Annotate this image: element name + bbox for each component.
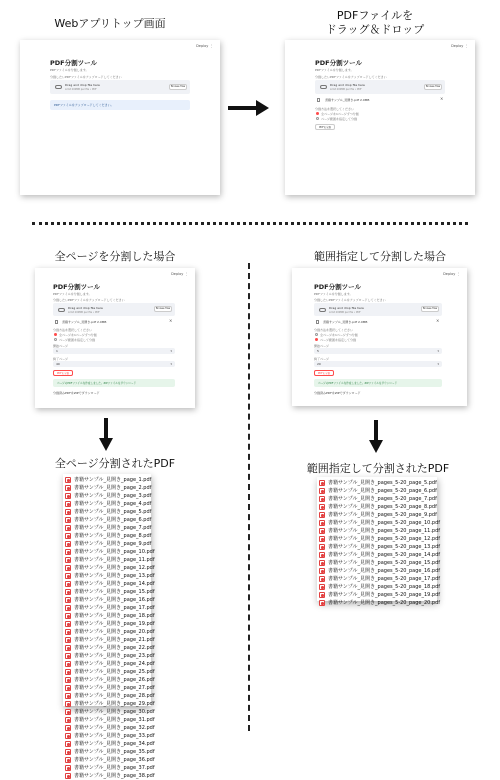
file-row[interactable]	[63, 620, 155, 628]
uploaded-file-name: 書籍サンプル_見開き.pdf 2.0MB	[323, 320, 368, 324]
end-page-select[interactable]: 20 ▾	[314, 361, 442, 367]
file-dropzone[interactable]	[315, 80, 445, 94]
all-pages-file-list	[63, 474, 155, 779]
pdf-file-icon	[65, 757, 71, 763]
zip-download-button[interactable]: 分割済みPDFをZIPでダウンロード	[314, 391, 361, 395]
file-row[interactable]	[63, 572, 155, 580]
pdf-file-icon	[65, 661, 71, 667]
file-name: 書籍サンプル_見開き_page_3.pdf	[74, 493, 152, 499]
file-row[interactable]	[63, 612, 155, 620]
file-dropzone[interactable]	[314, 303, 442, 316]
remove-file-icon[interactable]: ×	[436, 318, 440, 323]
file-dropzone[interactable]	[53, 303, 175, 316]
file-row[interactable]	[317, 511, 437, 519]
file-row[interactable]	[63, 756, 155, 764]
file-row[interactable]	[317, 519, 441, 527]
file-row[interactable]	[63, 484, 151, 492]
file-name: 書籍サンプル_見開き_page_12.pdf	[74, 565, 155, 571]
pdf-file-icon	[65, 773, 71, 779]
pdf-file-icon	[65, 645, 71, 651]
file-row[interactable]	[63, 748, 155, 756]
app-title: PDF分割ツール	[50, 59, 97, 67]
file-row[interactable]	[63, 764, 155, 772]
radio-split-all-label: 全ページを1ページずつ分割	[321, 112, 359, 116]
pdf-file-icon	[65, 693, 71, 699]
chevron-down-icon: ▾	[170, 362, 172, 366]
pdf-file-icon	[319, 520, 325, 526]
pdf-file-icon	[319, 560, 325, 566]
file-row[interactable]	[63, 524, 151, 532]
pdf-file-icon	[65, 493, 71, 499]
drop-limit: Limit 200MB per file • PDF	[330, 88, 362, 91]
upload-label: 分割したいPDFファイルをアップロードしてください	[53, 298, 125, 302]
deploy-label: Deploy ⋮	[196, 44, 213, 48]
pdf-file-icon	[65, 709, 71, 715]
radio-split-all-label: 全ページを1ページずつ分割	[59, 333, 97, 337]
pdf-file-icon	[65, 717, 71, 723]
screenshot-web-app-top	[20, 40, 220, 195]
file-row[interactable]	[63, 628, 155, 636]
file-name: 書籍サンプル_見開き_page_1.pdf	[74, 477, 152, 483]
file-name: 書籍サンプル_見開き_page_35.pdf	[74, 749, 155, 755]
app-title: PDF分割ツール	[315, 59, 362, 67]
success-alert: ページのPDFファイルを作成しました。ZIPファイルをダウンロード	[53, 379, 175, 387]
radio-split-range[interactable]	[316, 117, 319, 120]
pdf-file-icon	[65, 701, 71, 707]
pdf-file-icon	[65, 477, 71, 483]
chevron-down-icon: ▾	[437, 349, 439, 353]
radio-split-range-label: ページ範囲を指定して分割	[320, 338, 356, 342]
pdf-file-icon	[65, 597, 71, 603]
file-name: 書籍サンプル_見開き_page_22.pdf	[74, 645, 155, 651]
arrow-right-icon	[228, 98, 270, 118]
file-row[interactable]	[63, 476, 151, 484]
file-name: 書籍サンプル_見開き_page_36.pdf	[74, 757, 155, 763]
start-page-select[interactable]: 1 ▾	[53, 348, 175, 354]
drop-text: Drag and drop file here	[65, 83, 100, 87]
pdf-file-icon	[319, 552, 325, 558]
file-name: 書籍サンプル_見開き_pages_5-20_page_8.pdf	[328, 504, 437, 510]
file-name: 書籍サンプル_見開き_page_32.pdf	[74, 725, 155, 731]
file-name: 書籍サンプル_見開き_page_37.pdf	[74, 765, 155, 771]
pdf-file-icon	[65, 749, 71, 755]
file-name: 書籍サンプル_見開き_page_33.pdf	[74, 733, 155, 739]
app-title: PDF分割ツール	[53, 283, 100, 291]
chevron-down-icon: ▾	[170, 349, 172, 353]
pdf-file-icon	[319, 496, 325, 502]
file-row[interactable]	[63, 652, 155, 660]
caption-split-range: 範囲指定して分割した場合	[314, 250, 446, 263]
pdf-file-icon	[319, 600, 325, 606]
file-row[interactable]	[63, 772, 155, 780]
file-name: 書籍サンプル_見開き_pages_5-20_page_19.pdf	[328, 592, 441, 598]
file-row[interactable]	[63, 492, 151, 500]
file-name: 書籍サンプル_見開き_page_4.pdf	[74, 501, 152, 507]
pdf-file-icon	[319, 512, 325, 518]
pdf-file-icon	[319, 592, 325, 598]
start-page-label: 開始ページ	[53, 344, 68, 348]
run-split-button[interactable]: PDFを分割	[53, 370, 73, 376]
pdf-file-icon	[65, 733, 71, 739]
file-row[interactable]	[63, 588, 155, 596]
file-row[interactable]	[317, 543, 441, 551]
file-row[interactable]	[63, 724, 155, 732]
file-row[interactable]	[317, 575, 441, 583]
file-row[interactable]	[63, 556, 155, 564]
file-row[interactable]	[317, 479, 437, 487]
file-row[interactable]	[63, 500, 151, 508]
drop-text: Drag and drop file here	[330, 83, 365, 87]
upload-label: 分割したいPDFファイルをアップロードしてください	[50, 75, 122, 79]
vertical-divider	[248, 263, 250, 731]
file-icon	[317, 98, 320, 102]
file-name: 書籍サンプル_見開き_pages_5-20_page_5.pdf	[328, 480, 437, 486]
browse-files-button[interactable]: Browse files	[155, 307, 171, 310]
end-page-label: 終了ページ	[53, 357, 68, 361]
file-row[interactable]	[63, 684, 155, 692]
app-description: PDFファイルを分割します。	[315, 68, 354, 72]
file-row[interactable]	[63, 700, 155, 708]
file-row[interactable]	[317, 583, 441, 591]
chevron-down-icon: ▾	[437, 362, 439, 366]
app-description: PDFファイルを分割します。	[314, 292, 353, 296]
pdf-file-icon	[65, 677, 71, 683]
file-name: 書籍サンプル_見開き_page_8.pdf	[74, 533, 152, 539]
radio-split-all[interactable]	[316, 112, 319, 115]
info-alert: PDFファイルをアップロードしてください。	[50, 100, 190, 110]
file-icon	[55, 320, 58, 324]
split-method-label: 分割方法を選択してください	[314, 328, 354, 332]
file-row[interactable]	[63, 692, 155, 700]
file-row[interactable]	[63, 676, 155, 684]
file-name: 書籍サンプル_見開き_page_26.pdf	[74, 677, 155, 683]
app-description: PDFファイルを分割します。	[50, 68, 89, 72]
pdf-file-icon	[319, 488, 325, 494]
file-row[interactable]	[63, 716, 155, 724]
start-page-label: 開始ページ	[314, 344, 329, 348]
file-name: 書籍サンプル_見開き_pages_5-20_page_16.pdf	[328, 568, 441, 574]
pdf-file-icon	[65, 653, 71, 659]
file-name: 書籍サンプル_見開き_page_9.pdf	[74, 541, 152, 547]
file-name: 書籍サンプル_見開き_pages_5-20_page_10.pdf	[328, 520, 441, 526]
remove-file-icon[interactable]: ×	[169, 318, 173, 323]
file-row[interactable]	[63, 516, 151, 524]
file-row[interactable]	[317, 503, 437, 511]
pdf-file-icon	[65, 485, 71, 491]
file-name: 書籍サンプル_見開き_pages_5-20_page_11.pdf	[328, 528, 441, 534]
arrow-down-icon-right	[368, 420, 384, 454]
file-row[interactable]	[63, 732, 155, 740]
pdf-file-icon	[65, 533, 71, 539]
caption-all-result: 全ページ分割されたPDF	[54, 457, 176, 470]
file-row[interactable]	[63, 508, 151, 516]
file-name: 書籍サンプル_見開き_pages_5-20_page_12.pdf	[328, 536, 441, 542]
file-name: 書籍サンプル_見開き_pages_5-20_page_20.pdf	[328, 600, 441, 606]
pdf-file-icon	[65, 549, 71, 555]
file-name: 書籍サンプル_見開き_page_13.pdf	[74, 573, 155, 579]
file-name: 書籍サンプル_見開き_page_34.pdf	[74, 741, 155, 747]
cloud-upload-icon	[58, 308, 65, 312]
file-name: 書籍サンプル_見開き_page_19.pdf	[74, 621, 155, 627]
pdf-file-icon	[65, 621, 71, 627]
app-description: PDFファイルを分割します。	[53, 292, 92, 296]
deploy-label: Deploy ⋮	[171, 272, 188, 276]
file-name: 書籍サンプル_見開き_page_21.pdf	[74, 637, 155, 643]
pdf-file-icon	[65, 581, 71, 587]
file-name: 書籍サンプル_見開き_page_18.pdf	[74, 613, 155, 619]
upload-label: 分割したいPDFファイルをアップロードしてください	[315, 75, 387, 79]
pdf-file-icon	[65, 501, 71, 507]
cloud-upload-icon	[320, 85, 327, 89]
pdf-file-icon	[65, 765, 71, 771]
remove-file-icon[interactable]: ×	[440, 96, 444, 101]
zip-download-button[interactable]: 分割済みPDFをZIPでダウンロード	[53, 391, 100, 395]
file-icon	[316, 320, 319, 324]
file-name: 書籍サンプル_見開き_page_29.pdf	[74, 701, 155, 707]
drop-limit: Limit 200MB per file • PDF	[68, 311, 100, 314]
caption-drag-drop	[285, 9, 465, 37]
drop-text: Drag and drop file here	[68, 306, 103, 310]
file-row[interactable]	[317, 599, 441, 607]
file-name: 書籍サンプル_見開き_page_17.pdf	[74, 605, 155, 611]
file-name: 書籍サンプル_見開き_page_10.pdf	[74, 549, 155, 555]
file-dropzone[interactable]	[50, 80, 190, 94]
caption-drag-drop-line1: PDFファイルを	[336, 9, 414, 22]
file-row[interactable]	[317, 527, 441, 535]
radio-split-range-label: ページ範囲を指定して分割	[59, 338, 95, 342]
split-method-label: 分割方法を選択してください	[53, 328, 93, 332]
pdf-file-icon	[319, 576, 325, 582]
file-name: 書籍サンプル_見開き_page_30.pdf	[74, 709, 155, 715]
end-page-select[interactable]: 40 ▾	[53, 361, 175, 367]
upload-label: 分割したいPDFファイルをアップロードしてください	[314, 298, 386, 302]
file-name: 書籍サンプル_見開き_pages_5-20_page_15.pdf	[328, 560, 441, 566]
file-name: 書籍サンプル_見開き_page_7.pdf	[74, 525, 152, 531]
radio-split-range-label: ページ範囲を指定して分割	[321, 117, 357, 121]
file-name: 書籍サンプル_見開き_pages_5-20_page_13.pdf	[328, 544, 441, 550]
file-row[interactable]	[63, 668, 155, 676]
pdf-file-icon	[65, 525, 71, 531]
uploaded-file-name: 書籍サンプル_見開き.pdf 2.0MB	[325, 98, 370, 102]
file-row[interactable]	[63, 636, 155, 644]
file-row[interactable]	[63, 660, 155, 668]
file-name: 書籍サンプル_見開き_page_23.pdf	[74, 653, 155, 659]
pdf-file-icon	[65, 509, 71, 515]
file-name: 書籍サンプル_見開き_page_15.pdf	[74, 589, 155, 595]
file-row[interactable]	[317, 487, 437, 495]
file-row[interactable]	[63, 540, 151, 548]
radio-split-all[interactable]	[315, 333, 318, 336]
file-name: 書籍サンプル_見開き_page_38.pdf	[74, 773, 155, 779]
file-row[interactable]	[63, 604, 155, 612]
drop-limit: Limit 200MB per file • PDF	[329, 311, 361, 314]
screenshot-split-range	[292, 268, 467, 406]
browse-files-button[interactable]: Browse files	[422, 307, 438, 310]
browse-files-button[interactable]: Browse files	[170, 85, 186, 88]
pdf-file-icon	[319, 584, 325, 590]
pdf-file-icon	[65, 605, 71, 611]
radio-split-range[interactable]	[315, 338, 318, 341]
file-name: 書籍サンプル_見開き_pages_5-20_page_9.pdf	[328, 512, 437, 518]
app-title: PDF分割ツール	[314, 283, 361, 291]
file-row[interactable]	[317, 535, 441, 543]
file-row[interactable]	[63, 596, 155, 604]
file-row[interactable]	[317, 559, 441, 567]
drop-text: Drag and drop file here	[329, 306, 364, 310]
file-row[interactable]	[63, 580, 155, 588]
pdf-file-icon	[319, 528, 325, 534]
uploaded-file-name: 書籍サンプル_見開き.pdf 2.0MB	[62, 320, 107, 324]
pdf-file-icon	[65, 629, 71, 635]
file-row[interactable]	[63, 740, 155, 748]
browse-files-button[interactable]: Browse files	[425, 85, 441, 88]
split-method-label: 分割方法を選択してください	[315, 107, 355, 111]
arrow-down-icon-left	[98, 418, 114, 452]
pdf-file-icon	[65, 557, 71, 563]
file-name: 書籍サンプル_見開き_pages_5-20_page_18.pdf	[328, 584, 441, 590]
screenshot-split-all	[35, 268, 195, 408]
file-name: 書籍サンプル_見開き_page_2.pdf	[74, 485, 152, 491]
pdf-file-icon	[65, 637, 71, 643]
file-row[interactable]	[63, 564, 155, 572]
run-split-button[interactable]: PDFを分割	[315, 124, 335, 130]
caption-split-all: 全ページを分割した場合	[54, 250, 176, 263]
file-name: 書籍サンプル_見開き_page_14.pdf	[74, 581, 155, 587]
file-name: 書籍サンプル_見開き_pages_5-20_page_14.pdf	[328, 552, 441, 558]
pdf-file-icon	[65, 741, 71, 747]
deploy-label: Deploy ⋮	[451, 44, 468, 48]
pdf-file-icon	[65, 669, 71, 675]
pdf-file-icon	[65, 541, 71, 547]
range-file-list	[317, 477, 441, 606]
file-row[interactable]	[317, 495, 437, 503]
file-row[interactable]	[317, 551, 441, 559]
file-name: 書籍サンプル_見開き_page_5.pdf	[74, 509, 152, 515]
radio-split-all-label: 全ページを1ページずつ分割	[320, 333, 358, 337]
end-page-label: 終了ページ	[314, 357, 329, 361]
file-name: 書籍サンプル_見開き_page_20.pdf	[74, 629, 155, 635]
success-alert: ページのPDFファイルを作成しました。ZIPファイルをダウンロード	[314, 379, 442, 387]
pdf-file-icon	[319, 544, 325, 550]
file-name: 書籍サンプル_見開き_page_25.pdf	[74, 669, 155, 675]
cloud-upload-icon	[319, 308, 326, 312]
file-row[interactable]	[317, 567, 441, 575]
pdf-file-icon	[319, 504, 325, 510]
pdf-file-icon	[65, 613, 71, 619]
file-name: 書籍サンプル_見開き_page_27.pdf	[74, 685, 155, 691]
pdf-file-icon	[65, 685, 71, 691]
pdf-file-icon	[319, 536, 325, 542]
pdf-file-icon	[65, 517, 71, 523]
file-row[interactable]	[63, 644, 155, 652]
file-name: 書籍サンプル_見開き_page_11.pdf	[74, 557, 155, 563]
file-name: 書籍サンプル_見開き_page_6.pdf	[74, 517, 152, 523]
pdf-file-icon	[65, 589, 71, 595]
start-page-select[interactable]: 5 ▾	[314, 348, 442, 354]
caption-drag-drop-line2: ドラッグ＆ドロップ	[325, 23, 425, 36]
pdf-file-icon	[319, 480, 325, 486]
file-name: 書籍サンプル_見開き_pages_5-20_page_17.pdf	[328, 576, 441, 582]
caption-web-app: Webアプリトップ画面	[54, 17, 166, 30]
file-row[interactable]	[63, 548, 155, 556]
pdf-file-icon	[319, 568, 325, 574]
drop-limit: Limit 200MB per file • PDF	[65, 88, 97, 91]
caption-range-result: 範囲指定して分割されたPDF	[306, 462, 450, 475]
pdf-file-icon	[65, 573, 71, 579]
file-name: 書籍サンプル_見開き_page_16.pdf	[74, 597, 155, 603]
file-row[interactable]	[63, 532, 151, 540]
file-name: 書籍サンプル_見開き_page_28.pdf	[74, 693, 155, 699]
file-row[interactable]	[317, 591, 441, 599]
radio-split-all[interactable]	[54, 333, 57, 336]
pdf-file-icon	[65, 725, 71, 731]
screenshot-after-drop	[285, 40, 475, 195]
radio-split-range[interactable]	[54, 338, 57, 341]
deploy-label: Deploy ⋮	[443, 272, 460, 276]
file-row[interactable]	[63, 708, 155, 716]
file-name: 書籍サンプル_見開き_page_24.pdf	[74, 661, 155, 667]
file-name: 書籍サンプル_見開き_pages_5-20_page_7.pdf	[328, 496, 437, 502]
file-name: 書籍サンプル_見開き_page_31.pdf	[74, 717, 155, 723]
cloud-upload-icon	[55, 85, 62, 89]
run-split-button[interactable]: PDFを分割	[314, 370, 334, 376]
file-name: 書籍サンプル_見開き_pages_5-20_page_6.pdf	[328, 488, 437, 494]
horizontal-divider	[32, 222, 468, 225]
pdf-file-icon	[65, 565, 71, 571]
